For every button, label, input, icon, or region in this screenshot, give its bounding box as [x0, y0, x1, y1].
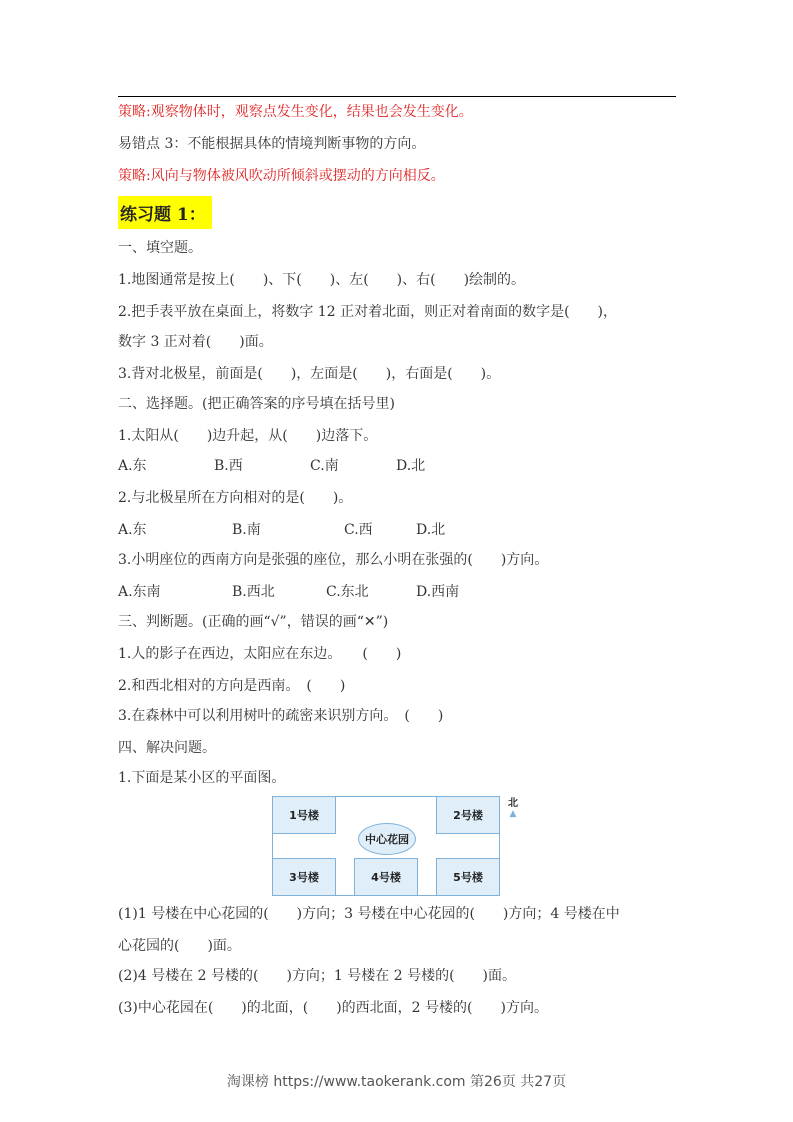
section-4-q1: 1.下面是某小区的平面图。: [118, 770, 286, 786]
north-label: 北: [508, 798, 518, 809]
page-footer: 淘课榜 https://www.taokerank.com 第26页 共27页: [226, 1074, 567, 1090]
section-2-q3: 3.小明座位的西南方向是张强的座位，那么小明在张强的( )方向。: [118, 552, 549, 568]
s2-q1-option-d: D.北: [396, 458, 426, 474]
s2-q2-option-c: C.西: [344, 522, 373, 538]
s2-q2-option-b: B.南: [232, 522, 261, 538]
s2-q1-option-b: B.西: [214, 458, 243, 474]
section-4-p3: (3)中心花园在( )的北面，( )的西北面，2 号楼的( )方向。: [118, 1000, 548, 1016]
section-1-q3: 3.背对北极星，前面是( )，左面是( )，右面是( )。: [118, 366, 501, 382]
s2-q3-option-a: A.东南: [118, 584, 161, 600]
section-4-p1a: (1)1 号楼在中心花园的( )方向；3 号楼在中心花园的( )方向；4 号楼在中: [118, 906, 620, 922]
section-2-q2: 2.与北极星所在方向相对的是( )。: [118, 490, 353, 506]
building-5: 5号楼: [436, 858, 500, 896]
building-3: 3号楼: [272, 858, 336, 896]
building-4: 4号楼: [354, 858, 418, 896]
section-3-q1: 1.人的影子在西边，太阳应在东边。 ( ): [118, 646, 402, 662]
strategy-2: 策略:风向与物体被风吹动所倾斜或摆动的方向相反。: [118, 168, 445, 184]
s2-q1-option-c: C.南: [310, 458, 339, 474]
section-1-q1: 1.地图通常是按上( )、下( )、左( )、右( )绘制的。: [118, 272, 526, 288]
building-1: 1号楼: [272, 796, 336, 834]
s2-q3-option-d: D.西南: [416, 584, 460, 600]
building-2: 2号楼: [436, 796, 500, 834]
north-arrow-icon: ▲: [509, 809, 517, 819]
section-1-title: 一、填空题。: [118, 240, 202, 256]
section-3-title: 三、判断题。(正确的画“√”，错误的画“✕”): [118, 614, 389, 630]
s2-q3-option-b: B.西北: [232, 584, 275, 600]
strategy-1: 策略:观察物体时，观察点发生变化，结果也会发生变化。: [118, 104, 473, 120]
central-garden: 中心花园: [358, 823, 416, 855]
north-indicator: [508, 794, 518, 819]
section-2-title: 二、选择题。(把正确答案的序号填在括号里): [118, 396, 395, 412]
mistake-3: 易错点 3：不能根据具体的情境判断事物的方向。: [118, 136, 426, 152]
section-4-p2: (2)4 号楼在 2 号楼的( )方向；1 号楼在 2 号楼的( )面。: [118, 968, 517, 984]
section-3-q2: 2.和西北相对的方向是西南。 ( ): [118, 678, 346, 694]
s2-q1-option-a: A.东: [118, 458, 147, 474]
section-2-q1: 1.太阳从( )边升起，从( )边落下。: [118, 428, 378, 444]
section-4-p1b: 心花园的( )面。: [118, 938, 241, 954]
section-4-title: 四、解决问题。: [118, 740, 216, 756]
s2-q2-option-d: D.北: [416, 522, 446, 538]
header-rule: [118, 96, 676, 97]
s2-q3-option-c: C.东北: [326, 584, 369, 600]
s2-q2-option-a: A.东: [118, 522, 147, 538]
community-map: [272, 796, 500, 896]
section-1-q2b: 数字 3 正对着( )面。: [118, 334, 273, 350]
exercise-title: 练习题 1：: [118, 196, 212, 229]
section-1-q2a: 2.把手表平放在桌面上，将数字 12 正对着北面，则正对着南面的数字是( )，: [118, 304, 617, 320]
section-3-q3: 3.在森林中可以利用树叶的疏密来识别方向。 ( ): [118, 708, 444, 724]
